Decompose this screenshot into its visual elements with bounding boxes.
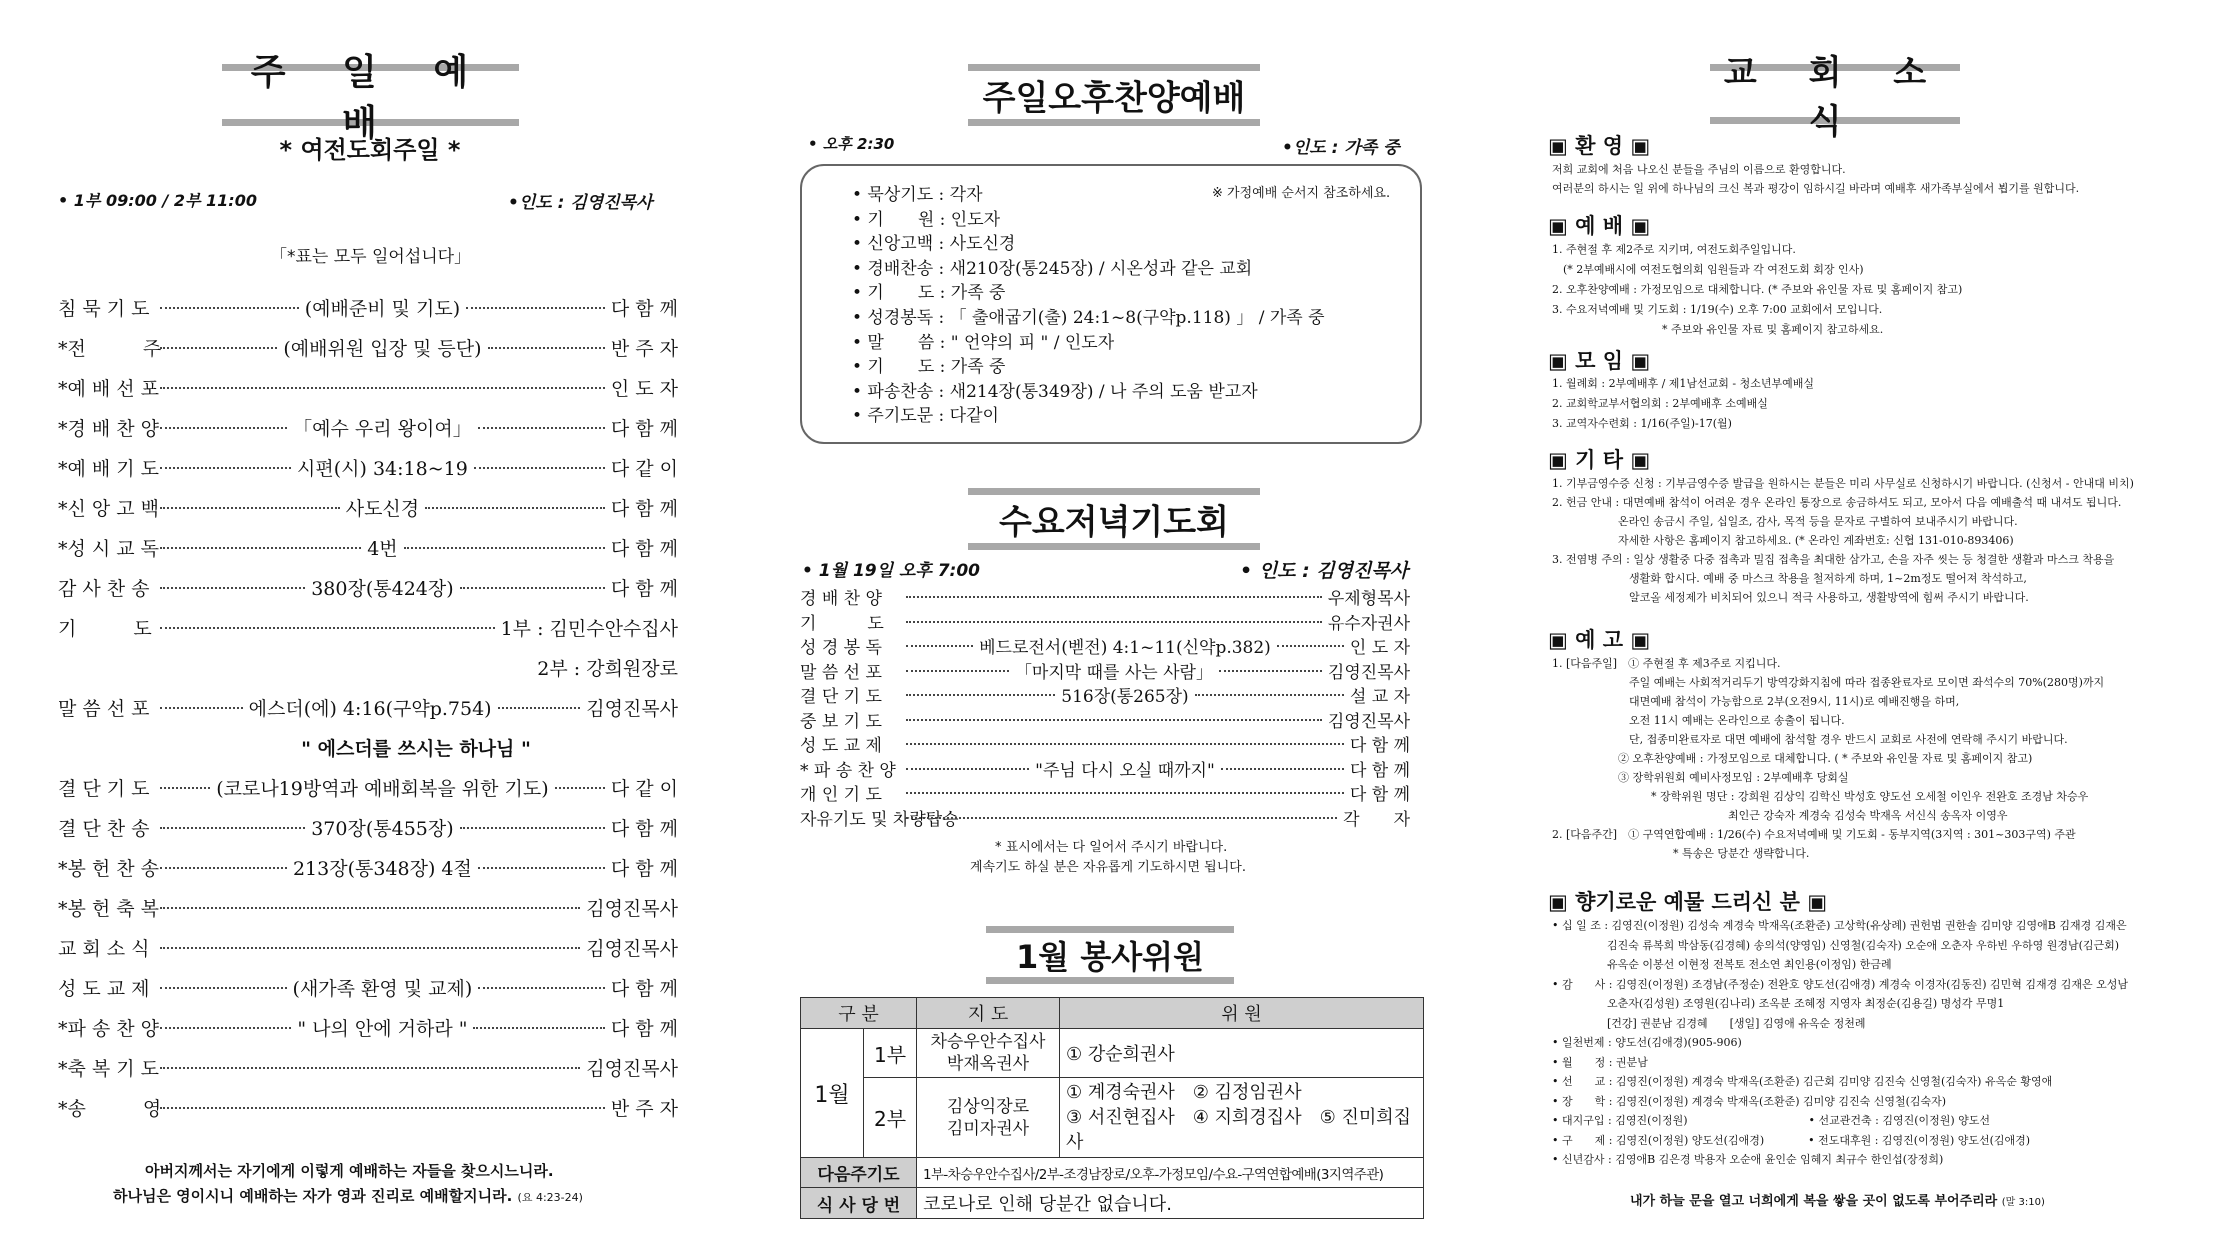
order-leader: 다 함 께 — [610, 498, 679, 520]
wednesday-note-2: 계속기도 하실 분은 자유롭게 기도하시면 됩니다. — [970, 860, 1246, 875]
table-row — [801, 1078, 1424, 1158]
order-row — [800, 707, 1410, 732]
order-row — [800, 780, 1410, 805]
leader-dots — [466, 307, 605, 309]
order-content: 「마지막 때를 사는 사람」 — [1014, 662, 1213, 683]
order-leader: 김영진목사 — [1327, 711, 1410, 732]
news-line: • 감 사 : 김영진(이정원) 조경남(주정순) 전완호 양도선(김애경) 계경숙 이경자(김동진) 김민혁 김재경 김재은 오성남 — [1552, 977, 2129, 991]
wednesday-note-1: * 표시에서는 다 일어서 주시기 바랍니다. — [995, 840, 1228, 855]
leader-dots — [425, 507, 605, 509]
worship-time: • 1부 09:00 / 2부 11:00 — [58, 191, 257, 210]
leader-dots — [906, 596, 1322, 598]
welcome-heading: ▣ 환 영 ▣ — [1548, 134, 1651, 158]
order-row — [800, 682, 1410, 707]
volunteers-table — [800, 997, 1424, 1219]
order-row — [58, 374, 678, 401]
order-label: *경 배 찬 양 — [58, 418, 160, 440]
afternoon-order-item: • 묵상기도 : 각자 — [852, 185, 983, 205]
afternoon-order-item: • 신앙고백 : 사도신경 — [852, 234, 1016, 255]
afternoon-order-box — [800, 164, 1422, 444]
order-leader: 다 함 께 — [1349, 760, 1411, 781]
order-label: *예 배 선 포 — [58, 378, 160, 400]
news-line: 김진숙 류복희 박삼동(김경혜) 송의석(양영임) 신영철(김숙자) 오순애 오춘자 우하빈 우하영 원경남(김근회) — [1552, 938, 2120, 952]
leader-dots — [160, 587, 305, 589]
leader-dots — [478, 427, 605, 429]
leader-dots — [498, 707, 581, 709]
news-line: • 대지구입 : 김영진(이정원) • 선교관건축 : 김영진(이정원) 양도선 — [1552, 1114, 1991, 1127]
table-header-row — [801, 998, 1424, 1029]
news-line: ② 오후찬양예배 : 가정모임으로 대체합니다. ( * 주보와 유인물 자료 및 홈페이지 참고) — [1552, 752, 2033, 765]
order-leader: 다 함 께 — [1349, 736, 1410, 756]
leader-dots — [160, 907, 580, 909]
afternoon-order-item: • 말 씀 : " 언약의 피 " / 인도자 — [852, 332, 1115, 353]
afternoon-worship-title-text: 주일오후찬양예배 — [982, 78, 1246, 119]
news-line: ③ 장학위원회 예비사정모임 : 2부예배후 당회실 — [1552, 771, 1849, 784]
leader-dots — [906, 621, 1322, 623]
order-content: 에스더(에) 4:16(구약p.754) — [248, 698, 492, 720]
order-label: 말 씀 선 포 — [58, 698, 150, 720]
news-line: 오전 11시 예배는 온라인으로 송출이 됩니다. — [1552, 714, 1845, 727]
part2-guide: 김상익장로 김미자권사 — [916, 1078, 1059, 1158]
left-column — [0, 0, 700, 1240]
order-leader: 다 함 께 — [610, 538, 679, 560]
order-leader: 김영진목사 — [586, 1058, 678, 1080]
leader-dots — [478, 987, 605, 989]
order-leader: 김영진목사 — [586, 898, 678, 920]
leader-dots — [474, 467, 605, 469]
order-row — [58, 534, 678, 561]
leader-dots — [160, 307, 299, 309]
table-row — [801, 1188, 1424, 1219]
order-content: 380장(통424장) — [311, 578, 454, 600]
news-line: 2. 교회학교부서협의회 : 2부예배후 소예배실 — [1552, 397, 1768, 410]
order-leader: 다 함 께 — [610, 978, 678, 1000]
verse-line-1: 아버지께서는 자기에게 이렇게 예배하는 자들을 찾으시느니라. — [145, 1162, 554, 1180]
order-label: *송 영 — [58, 1098, 162, 1120]
order-label: *봉 헌 축 복 — [58, 898, 160, 920]
leader-dots — [160, 427, 287, 429]
order-content: (코로나19방역과 예배회복을 위한 기도) — [216, 778, 549, 800]
order-leader: 2부 : 강희원장로 — [537, 658, 678, 680]
wednesday-leader: • 인도 : 김영진목사 — [1240, 560, 1409, 582]
order-label: 자유기도 및 차량탑승 — [800, 809, 959, 830]
order-content: 「예수 우리 왕이여」 — [293, 418, 472, 440]
leader-dots — [906, 719, 1322, 721]
order-leader: 다 함 께 — [610, 818, 679, 840]
order-label: *파 송 찬 양 — [58, 1018, 160, 1040]
news-line: • 일천번제 : 양도선(김애경)(905-906) — [1552, 1036, 1742, 1049]
afternoon-leader: •인도 : 가족 중 — [1282, 138, 1400, 158]
order-label: 기 도 — [800, 613, 884, 634]
order-label: 결 단 기 도 — [800, 687, 882, 707]
month-cell: 1월 — [801, 1029, 864, 1158]
order-label: 교 회 소 식 — [58, 938, 150, 960]
afternoon-order-item: • 주기도문 : 다같이 — [852, 406, 999, 427]
news-line: * 주보와 유인물 자료 및 홈페이지 참고하세요. — [1552, 323, 1884, 336]
leader-dots — [160, 347, 277, 349]
part2-members-line2: ③ 서진현집사 ④ 지희경집사 ⑤ 진미희집사 — [1065, 1107, 1411, 1153]
part2-members-line1: ① 계경숙권사 ② 김정임권사 — [1065, 1082, 1302, 1103]
afternoon-order-item: • 기 도 : 가족 중 — [852, 283, 1006, 304]
order-row — [800, 731, 1410, 756]
family-worship-note: ※ 가정예배 순서지 참조하세요. — [1212, 186, 1391, 201]
news-line: • 구 제 : 김영진(이정원) 양도선(김애경) • 전도대후원 : 김영진(이정원) 양도선(김애경) — [1552, 1133, 2031, 1147]
order-row — [800, 633, 1410, 658]
order-row — [58, 974, 678, 1001]
leader-dots — [160, 827, 305, 829]
leader-dots — [160, 1067, 580, 1069]
news-line: 자세한 사항은 홈페이지 참고하세요. (* 온라인 계좌번호: 신협 131-010-893406) — [1552, 534, 2014, 547]
news-line: * 특송은 당분간 생략합니다. — [1552, 847, 1810, 860]
leader-dots — [160, 947, 580, 949]
leader-dots — [160, 1027, 291, 1029]
header-division: 구 분 — [801, 998, 917, 1029]
offering-heading: ▣ 향기로운 예물 드리신 분 ▣ — [1548, 890, 1828, 914]
order-row — [58, 734, 678, 761]
order-content: (새가족 환영 및 교제) — [292, 978, 473, 1000]
news-line: 최인근 강숙자 계경숙 김성숙 박재옥 서신식 송옥자 이영우 — [1552, 809, 2008, 822]
news-line: 단, 접종미완료자로 대면 예배에 참석할 경우 반드시 교회로 사전에 연락해 주시기 바랍니다. — [1552, 733, 2068, 746]
order-content: (예배위원 입장 및 등단) — [283, 338, 482, 360]
news-line: • 월 정 : 권분남 — [1552, 1055, 1648, 1069]
etc-text — [1552, 474, 2134, 607]
order-row — [800, 658, 1410, 683]
meal-label: 식 사 당 번 — [801, 1188, 917, 1219]
order-label: 감 사 찬 송 — [58, 578, 150, 600]
leader-dots — [404, 547, 605, 549]
leader-dots — [906, 694, 1055, 696]
news-line: 주일 예배는 사회적거리두기 방역강화지침에 따라 접종완료자로 모이면 좌석수의 70%(280명)까지 — [1552, 676, 2105, 689]
next-prayer-label: 다음주기도 — [801, 1158, 917, 1188]
order-label: 침 묵 기 도 — [58, 298, 150, 320]
news-line: 3. 교역자수련회 : 1/16(주일)-17(월) — [1552, 417, 1732, 430]
offering-text — [1552, 916, 2128, 1170]
order-leader: 다 함 께 — [610, 858, 678, 880]
news-line: • 신년감사 : 김영애B 김은경 박용자 오순애 윤인순 임혜지 최규수 한인섭(장정희) — [1552, 1153, 1944, 1166]
order-content: "주님 다시 오실 때까지" — [1035, 760, 1215, 781]
afternoon-worship-title — [968, 64, 1260, 126]
welcome-text — [1552, 160, 2079, 198]
news-line: 2. 헌금 안내 : 대면예배 참석이 어려운 경우 온라인 통장으로 송금하셔도 되고, 모아서 다음 예배출석 때 내셔도 됩니다. — [1552, 496, 2122, 509]
leader-dots — [1277, 645, 1344, 647]
leader-dots — [906, 817, 1337, 819]
order-label: *축 복 기 도 — [58, 1058, 160, 1080]
news-line: • 장 학 : 김영진(이정원) 계경숙 박재옥(조환준) 김미양 김진숙 신영철(김숙자) — [1552, 1094, 1947, 1108]
news-line: 2. 오후찬양예배 : 가정모임으로 대체합니다. (* 주보와 유인물 자료 및 홈페이지 참고) — [1552, 283, 1963, 296]
order-content: (예배준비 및 기도) — [304, 298, 461, 320]
leader-dots — [1221, 768, 1344, 770]
order-content: " 나의 안에 거하라 " — [297, 1018, 468, 1040]
leader-dots — [478, 867, 605, 869]
order-row — [800, 584, 1410, 609]
order-label: 결 단 찬 송 — [58, 818, 150, 840]
order-label: *예 배 기 도 — [58, 458, 160, 480]
order-leader: 다 같 이 — [610, 778, 678, 800]
order-label: *봉 헌 찬 송 — [58, 858, 160, 880]
order-row — [58, 934, 678, 961]
order-label: *전 주 — [58, 338, 162, 360]
news-line: 오춘자(김성원) 조영원(김나리) 조옥분 조혜정 지영자 최정순(김용길) 명성각 무명1 — [1552, 997, 2005, 1010]
leader-dots — [460, 827, 605, 829]
news-line: 생활화 합시다. 예배 중 마스크 착용을 철저하게 하며, 1~2m정도 떨어져 착석하고, — [1552, 572, 2027, 585]
order-label: 결 단 기 도 — [58, 778, 150, 800]
right-column — [1540, 0, 2200, 1240]
leader-dots — [160, 867, 287, 869]
order-label: 중 보 기 도 — [800, 711, 882, 732]
order-row — [58, 494, 678, 521]
order-leader: 다 함 께 — [1349, 785, 1410, 805]
worship-text — [1552, 240, 1962, 340]
news-line: • 십 일 조 : 김영진(이정원) 김성숙 계경숙 박재옥(조환준) 고상학(유상례) 권헌범 권한솔 김미양 김영애B 김재경 김재은 — [1552, 919, 2127, 932]
worship-heading: ▣ 예 배 ▣ — [1548, 214, 1651, 238]
wednesday-prayer-title — [968, 488, 1260, 550]
part1-guide: 차승우안수집사 박재옥권사 — [916, 1029, 1059, 1078]
worship-leader: •인도 : 김영진목사 — [508, 193, 653, 213]
order-row — [58, 854, 678, 881]
notice-text — [1552, 654, 2104, 863]
part1-cell: 1부 — [864, 1029, 917, 1078]
middle-column — [790, 0, 1430, 1240]
order-leader: 다 함 께 — [610, 298, 679, 320]
afternoon-order-item: • 경배찬송 : 새210장(통245장) / 시온성과 같은 교회 — [852, 258, 1253, 279]
order-label: 성 경 봉 독 — [800, 638, 882, 658]
leader-dots — [460, 587, 605, 589]
leader-dots — [160, 1107, 605, 1109]
etc-heading: ▣ 기 타 ▣ — [1548, 448, 1651, 472]
order-label: *신 앙 고 백 — [58, 498, 160, 520]
afternoon-order-item: • 기 원 : 인도자 — [852, 209, 1001, 230]
order-leader: 인 도 자 — [1349, 638, 1410, 658]
leader-dots — [160, 627, 495, 629]
order-row — [58, 894, 678, 921]
afternoon-order-item: • 기 도 : 가족 중 — [852, 357, 1006, 378]
order-leader: 인 도 자 — [610, 378, 678, 400]
order-row — [58, 814, 678, 841]
table-row — [801, 1029, 1424, 1078]
order-label: 성 도 교 제 — [800, 736, 882, 756]
order-row — [58, 654, 678, 681]
news-line: • 선 교 : 김영진(이정원) 계경숙 박재옥(조환준) 김근회 김미양 김진숙 신영철(김숙자) 유옥순 황영애 — [1552, 1075, 2053, 1088]
order-label: 말 씀 선 포 — [800, 662, 882, 683]
order-leader: 유수자권사 — [1327, 613, 1410, 634]
footer-verse: 내가 하늘 문을 열고 너희에게 복을 쌓을 곳이 없도록 부어주리라 (말 3:10) — [1630, 1194, 2045, 1209]
news-line: 2. [다음주간] ① 구역연합예배 : 1/26(수) 수요저녁예배 및 기도회 - 동부지역(3지역 : 301~303구역) 주관 — [1552, 828, 2076, 841]
news-line: 3. 전염병 주의 : 일상 생활중 다중 접촉과 밀집 접촉을 최대한 삼가고, 손을 자주 씻는 등 청결한 생활과 마스크 착용을 — [1552, 553, 2115, 566]
order-label: 개 인 기 도 — [800, 785, 882, 805]
header-members: 위 원 — [1059, 998, 1423, 1029]
order-leader: 김영진목사 — [586, 698, 679, 720]
afternoon-order-item: • 성경봉독 : 「 출애굽기(출) 24:1~8(구약p.118) 」 / 가족 중 — [852, 308, 1325, 328]
leader-dots — [160, 987, 287, 989]
part2-members — [1059, 1078, 1423, 1158]
part1-members: ① 강순희권사 — [1059, 1029, 1423, 1078]
subtitle: * 여전도회주일 * — [279, 136, 461, 164]
sermon-title: " 에스더를 쓰시는 하나님 " — [301, 738, 531, 760]
leader-dots — [906, 792, 1344, 794]
meal-value: 코로나로 인해 당분간 없습니다. — [916, 1188, 1423, 1219]
afternoon-time: • 오후 2:30 — [808, 135, 895, 153]
leader-dots — [906, 670, 1009, 672]
wednesday-prayer-title-text: 수요저녁기도회 — [999, 502, 1229, 543]
order-label: * 파 송 찬 양 — [800, 760, 896, 781]
leader-dots — [160, 787, 210, 789]
order-content: 시편(시) 34:18~19 — [297, 458, 468, 480]
volunteers-title — [986, 926, 1234, 984]
leader-dots — [160, 547, 361, 549]
order-leader: 다 함 께 — [610, 418, 678, 440]
order-leader: 다 함 께 — [610, 578, 679, 600]
news-line: (* 2부예배시에 여전도협의회 임원들과 각 여전도회 회장 인사) — [1552, 263, 1864, 276]
leader-dots — [160, 387, 605, 389]
order-row — [58, 774, 678, 801]
volunteers-title-text: 1월 봉사위원 — [1016, 938, 1204, 976]
order-content: 4번 — [367, 538, 398, 560]
leader-dots — [906, 768, 1029, 770]
standing-note: 「*표는 모두 일어섭니다」 — [270, 247, 472, 267]
order-content: 213장(통348장) 4절 — [292, 858, 472, 880]
afternoon-order-item: • 파송찬송 : 새214장(통349장) / 나 주의 도움 받고자 — [852, 381, 1258, 402]
leader-dots — [1219, 670, 1322, 672]
verse-line-2: 하나님은 영이시니 예배하는 자가 영과 진리로 예배할지니라. (요 4:23-24) — [113, 1187, 583, 1205]
order-row — [58, 614, 678, 641]
order-content: 사도신경 — [345, 498, 420, 520]
sunday-worship-title-text: 주 일 예 배 — [250, 52, 491, 144]
leader-dots — [160, 507, 340, 509]
news-line: 1. 주현절 후 제2주로 지키며, 여전도회주일입니다. — [1552, 243, 1796, 256]
order-leader: 김영진목사 — [586, 938, 678, 960]
order-leader: 다 같 이 — [610, 458, 678, 480]
meeting-heading: ▣ 모 임 ▣ — [1548, 349, 1651, 373]
order-row — [58, 574, 678, 601]
wednesday-time: • 1월 19일 오후 7:00 — [802, 561, 980, 581]
church-news-title-text: 교 회 소 식 — [1723, 53, 1947, 142]
order-leader: 우제형목사 — [1327, 589, 1410, 609]
order-leader: 다 함 께 — [610, 1018, 678, 1040]
order-row — [58, 334, 678, 361]
news-line: [건강] 권분남 김경혜 [생일] 김영애 유옥순 정천례 — [1552, 1016, 1866, 1030]
notice-heading: ▣ 예 고 ▣ — [1548, 628, 1651, 652]
order-row — [800, 805, 1410, 830]
news-line: 3. 수요저녁예배 및 기도회 : 1/19(수) 오후 7:00 교회에서 모입니다. — [1552, 303, 1883, 316]
news-line: 온라인 송금시 주일, 십일조, 감사, 목적 등을 문자로 구별하여 보내주시기 바랍니다. — [1552, 515, 2018, 528]
leader-dots — [488, 347, 605, 349]
sunday-worship-title — [222, 52, 519, 144]
church-news-title — [1710, 53, 1960, 142]
order-label: 기 도 — [58, 618, 152, 640]
order-row — [800, 609, 1410, 634]
news-line: 1. 기부금영수증 신청 : 기부금영수증 발급을 원하시는 분들은 미리 사무실로 신청하시기 바랍니다. (신청서 - 안내대 비치) — [1552, 477, 2134, 490]
order-content: 370장(통455장) — [311, 818, 454, 840]
order-row — [58, 454, 678, 481]
order-row — [58, 1014, 678, 1041]
order-row — [58, 294, 678, 321]
header-guide: 지 도 — [916, 998, 1059, 1029]
leader-dots — [473, 1027, 604, 1029]
news-line: 1. 월례회 : 2부예배후 / 제1남선교회 - 청소년부예배실 — [1552, 377, 1814, 390]
news-line: 대면예배 참석이 가능함으로 2부(오전9시, 11시)로 예배진행을 하며, — [1552, 695, 1960, 708]
order-leader: 반 주 자 — [610, 1098, 678, 1120]
order-leader: 설 교 자 — [1349, 687, 1411, 707]
order-leader: 반 주 자 — [610, 338, 679, 360]
news-line: 유옥순 이봉선 이현정 전복토 전소연 최인용(이정임) 한금례 — [1552, 958, 1892, 971]
order-leader: 각 자 — [1343, 809, 1410, 830]
news-line: 1. [다음주일] ① 주현절 후 제3주로 지킵니다. — [1552, 657, 1781, 670]
table-row — [801, 1158, 1424, 1188]
order-label: 성 도 교 제 — [58, 978, 150, 1000]
order-row — [58, 1054, 678, 1081]
leader-dots — [160, 707, 243, 709]
order-content: 516장(통265장) — [1061, 687, 1189, 707]
meeting-text — [1552, 374, 1814, 434]
leader-dots — [1195, 694, 1344, 696]
order-row — [58, 694, 678, 721]
leader-dots — [555, 787, 605, 789]
order-leader: 1부 : 김민수안수집사 — [500, 618, 678, 640]
part2-cell: 2부 — [864, 1078, 917, 1158]
order-row — [58, 414, 678, 441]
leader-dots — [906, 645, 973, 647]
news-line: 저희 교회에 처음 나오신 분들을 주님의 이름으로 환영합니다. — [1552, 163, 1846, 176]
order-row — [800, 756, 1410, 781]
order-content: 베드로전서(벧전) 4:1~11(신약p.382) — [979, 638, 1271, 658]
leader-dots — [906, 743, 1344, 745]
order-label: *성 시 교 독 — [58, 538, 160, 560]
order-label: 경 배 찬 양 — [800, 589, 882, 609]
news-line: 알코올 세정제가 비치되어 있으니 적극 사용하고, 생활방역에 힘써 주시기 바랍니다. — [1552, 591, 2029, 604]
next-prayer-value: 1부-차승우안수집사/2부-조경남장로/오후-가정모임/수요-구역연합예배(3지역주관) — [916, 1158, 1423, 1188]
order-row — [58, 1094, 678, 1121]
news-line: * 장학위원 명단 : 강희원 김상익 김학신 박성호 양도선 오세철 이인우 전완호 조경남 차승우 — [1552, 790, 2089, 803]
news-line: 여러분의 하시는 일 위에 하나님의 크신 복과 평강이 임하시길 바라며 예배후 새가족부실에서 뵙기를 원합니다. — [1552, 182, 2080, 195]
order-leader: 김영진목사 — [1327, 662, 1411, 683]
leader-dots — [160, 467, 291, 469]
